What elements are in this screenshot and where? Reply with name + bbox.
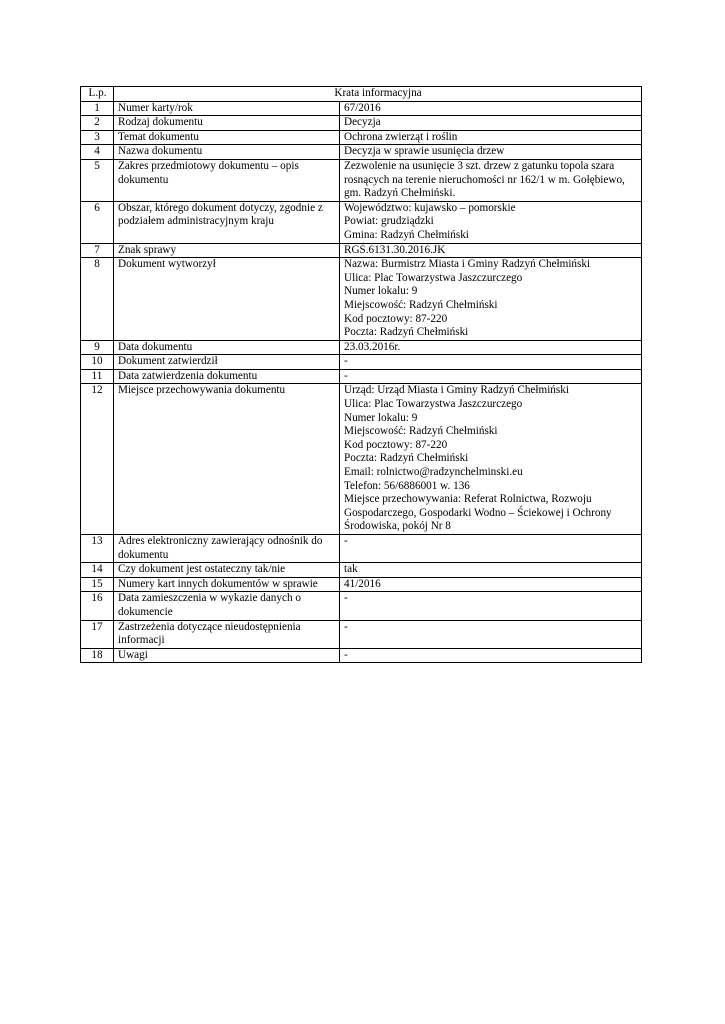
row-number: 14 <box>81 563 114 578</box>
table-row <box>81 369 642 384</box>
table-row <box>81 130 642 145</box>
field-value <box>340 535 642 563</box>
row-number: 11 <box>81 369 114 384</box>
table-row <box>81 577 642 592</box>
field-value <box>340 116 642 131</box>
table-row <box>81 201 642 243</box>
row-number: 10 <box>81 355 114 370</box>
field-value <box>340 648 642 663</box>
field-label: Data dokumentu <box>114 340 340 355</box>
table-row <box>81 101 642 116</box>
row-number: 12 <box>81 384 114 535</box>
field-label: Nazwa dokumentu <box>114 145 340 160</box>
row-number: 16 <box>81 592 114 620</box>
field-value-line: Numer lokalu: 9 <box>344 285 418 298</box>
field-label: Uwagi <box>114 648 340 663</box>
field-value <box>340 355 642 370</box>
row-number: 15 <box>81 577 114 592</box>
field-value-line: Telefon: 56/6886001 w. 136 <box>344 479 470 492</box>
field-value <box>340 101 642 116</box>
row-number: 8 <box>81 258 114 341</box>
table-row <box>81 620 642 648</box>
field-value <box>340 592 642 620</box>
row-number: 6 <box>81 201 114 243</box>
table-row <box>81 159 642 201</box>
table-row <box>81 243 642 258</box>
table-row <box>81 563 642 578</box>
field-value <box>340 369 642 384</box>
field-value-line: Powiat: grudziądzki <box>344 215 434 228</box>
field-value-line: Email: rolnictwo@radzynchelminski.eu <box>344 466 523 479</box>
field-label: Czy dokument jest ostateczny tak/nie <box>114 563 340 578</box>
field-value-line: Kod pocztowy: 87-220 <box>344 438 448 451</box>
field-value <box>340 145 642 160</box>
field-label: Data zamieszczenia w wykazie danych o dokumencie <box>114 592 340 620</box>
field-label: Numery kart innych dokumentów w sprawie <box>114 577 340 592</box>
row-number: 13 <box>81 535 114 563</box>
field-value <box>340 243 642 258</box>
table-row <box>81 355 642 370</box>
row-number: 2 <box>81 116 114 131</box>
field-value <box>340 159 642 201</box>
row-number: 17 <box>81 620 114 648</box>
field-value-line: RGŚ.6131.30.2016.JK <box>344 243 446 256</box>
field-label: Data zatwierdzenia dokumentu <box>114 369 340 384</box>
field-label: Obszar, którego dokument dotyczy, zgodnie z podziałem administracyjnym kraju <box>114 201 340 243</box>
field-value-line: - <box>344 535 348 547</box>
table-row <box>81 258 642 341</box>
table-row <box>81 145 642 160</box>
field-label: Temat dokumentu <box>114 130 340 145</box>
field-value-line: Ulica: Plac Towarzystwa Jaszczurczego <box>344 271 523 284</box>
field-label: Dokument zatwierdził <box>114 355 340 370</box>
row-number: 7 <box>81 243 114 258</box>
field-value-line: Kod pocztowy: 87-220 <box>344 312 448 325</box>
field-value-line: - <box>344 648 348 661</box>
table-header-row <box>81 87 642 102</box>
field-value-line: Urząd: Urząd Miasta i Gminy Radzyń Chełmiński <box>344 384 569 397</box>
field-value <box>340 577 642 592</box>
field-value-line: Numer lokalu: 9 <box>344 411 418 424</box>
table-row <box>81 340 642 355</box>
table-row <box>81 535 642 563</box>
field-label: Miejsce przechowywania dokumentu <box>114 384 340 535</box>
field-label: Rodzaj dokumentu <box>114 116 340 131</box>
row-number: 9 <box>81 340 114 355</box>
field-value-line: Miejscowość: Radzyń Chełmiński <box>344 298 498 311</box>
field-value-line: 23.03.2016r. <box>344 340 401 353</box>
field-value-line: Miejsce przechowywania: Referat Rolnictwa, Rozwoju Gospodarczego, Gospodarki Wodno – Ściekowej i Ochrony Środowiska, pokój Nr 8 <box>344 493 612 533</box>
field-value-line: Województwo: kujawsko – pomorskie <box>344 201 516 214</box>
information-grid-table <box>80 86 642 663</box>
field-label: Dokument wytworzył <box>114 258 340 341</box>
field-label: Zastrzeżenia dotyczące nieudostępnienia informacji <box>114 620 340 648</box>
field-value-line: Zezwolenie na usunięcie 3 szt. drzew z gatunku topola szara rosnących na terenie nieruchomości nr 162/1 w m. Gołębiewo, gm. Radzyń Chełmiński. <box>344 159 625 200</box>
field-value-line: - <box>344 620 348 633</box>
field-value-line: Ulica: Plac Towarzystwa Jaszczurczego <box>344 398 523 411</box>
table-row <box>81 384 642 535</box>
field-value-line: 41/2016 <box>344 577 381 590</box>
row-number: 5 <box>81 159 114 201</box>
field-value <box>340 620 642 648</box>
field-value-line: Miejscowość: Radzyń Chełmiński <box>344 425 498 438</box>
field-label: Numer karty/rok <box>114 101 340 116</box>
row-number: 3 <box>81 130 114 145</box>
field-value <box>340 130 642 145</box>
field-value-line: Gmina: Radzyń Chełmiński <box>344 228 469 241</box>
field-label: Znak sprawy <box>114 243 340 258</box>
field-value-line: 67/2016 <box>344 101 381 114</box>
field-value-line: tak <box>344 563 358 576</box>
field-value <box>340 384 642 535</box>
table-row <box>81 116 642 131</box>
field-value-line: Ochrona zwierząt i roślin <box>344 130 458 143</box>
field-value-line: - <box>344 369 348 382</box>
field-value-line: Poczta: Radzyń Chełmiński <box>344 326 469 339</box>
field-value <box>340 201 642 243</box>
table-row <box>81 592 642 620</box>
field-label: Zakres przedmiotowy dokumentu – opis dokumentu <box>114 159 340 201</box>
field-value-line: Poczta: Radzyń Chełmiński <box>344 452 469 465</box>
table-body <box>81 101 642 663</box>
field-value <box>340 563 642 578</box>
field-value <box>340 258 642 341</box>
table-row <box>81 648 642 663</box>
field-value-line: - <box>344 592 348 605</box>
field-value-line: - <box>344 355 348 368</box>
field-label: Adres elektroniczny zawierający odnośnik do dokumentu <box>114 535 340 563</box>
table-title: Krata informacyjna <box>114 87 642 102</box>
row-number: 1 <box>81 101 114 116</box>
row-number: 4 <box>81 145 114 160</box>
field-value-line: Decyzja w sprawie usunięcia drzew <box>344 145 505 158</box>
field-value-line: Decyzja <box>344 116 381 129</box>
field-value-line: Nazwa: Burmistrz Miasta i Gminy Radzyń Chełmiński <box>344 258 591 271</box>
field-value <box>340 340 642 355</box>
column-header-lp: L.p. <box>81 87 114 102</box>
row-number: 18 <box>81 648 114 663</box>
